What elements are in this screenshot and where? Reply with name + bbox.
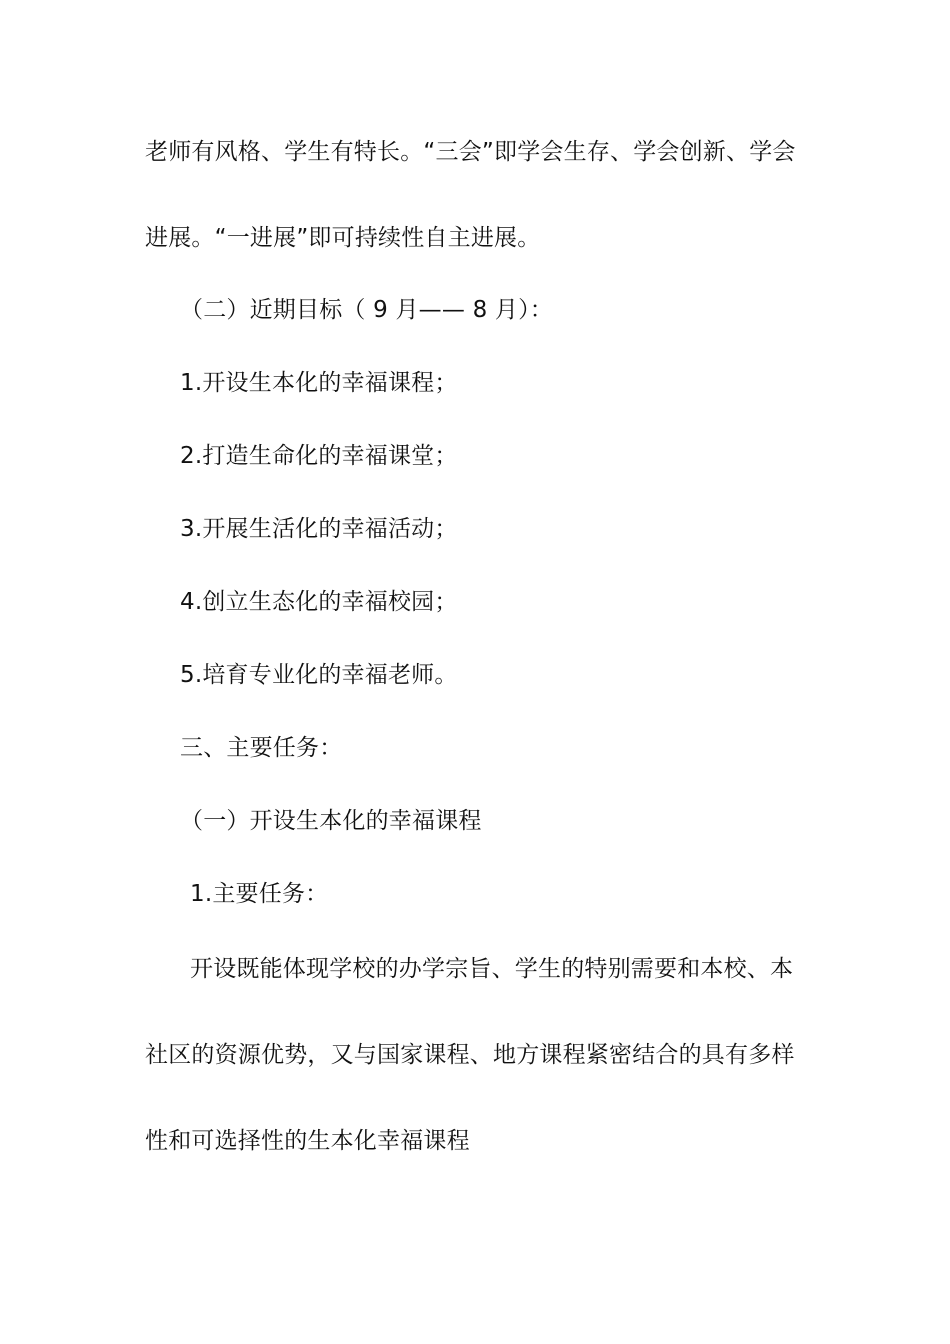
paragraph-line-3: 开设既能体现学校的办学宗旨、学生的特别需要和本校、本	[190, 956, 794, 982]
paragraph-line-2: 进展。“一进展”即可持续性自主进展。	[145, 225, 541, 251]
subsection-heading-course: （一）开设生本化的幸福课程	[180, 808, 482, 834]
goal-item-3: 3.开展生活化的幸福活动；	[180, 516, 458, 542]
paragraph-line-1: 老师有风格、学生有特长。“三会”即学会生存、学会创新、学会	[145, 139, 796, 165]
section-heading-main-tasks: 三、主要任务：	[180, 735, 343, 761]
goal-item-1: 1.开设生本化的幸福课程；	[180, 370, 458, 396]
section-heading-near-term-goals: （二）近期目标（ 9 月—— 8 月）：	[180, 297, 554, 323]
goal-item-4: 4.创立生态化的幸福校园；	[180, 589, 458, 615]
paragraph-line-4: 社区的资源优势，又与国家课程、地方课程紧密结合的具有多样	[145, 1042, 795, 1068]
goal-item-5: 5.培育专业化的幸福老师。	[180, 662, 458, 688]
paragraph-line-5: 性和可选择性的生本化幸福课程	[145, 1128, 470, 1154]
goal-item-2: 2.打造生命化的幸福课堂；	[180, 443, 458, 469]
subsection-heading-main-tasks: 1.主要任务：	[190, 881, 329, 907]
